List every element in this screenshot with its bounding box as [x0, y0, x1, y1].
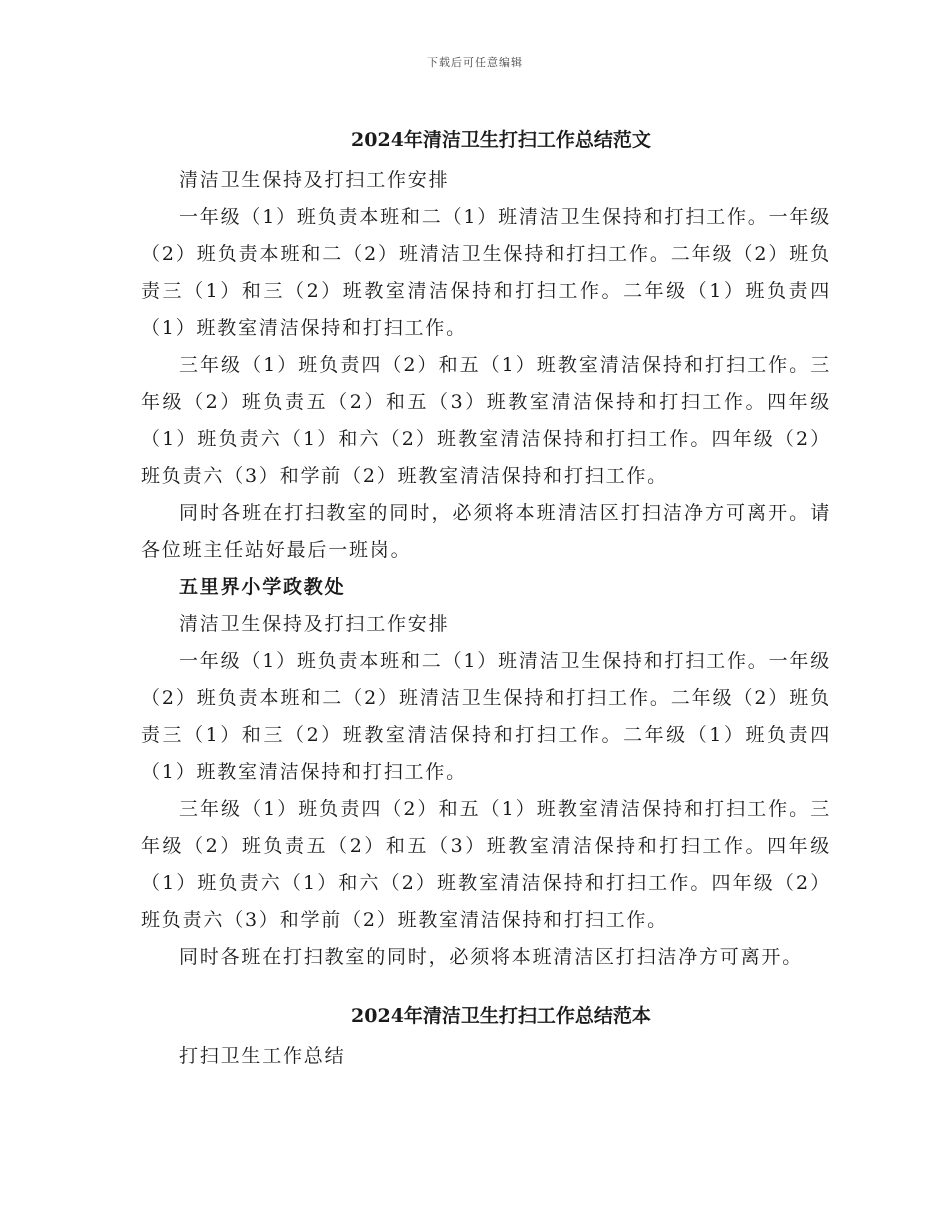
- section-heading: 打扫卫生工作总结: [179, 1045, 346, 1067]
- body-paragraph: 一年级（1）班负责本班和二（1）班清洁卫生保持和打扫工作。一年级（2）班负责本班和二（2）班清洁卫生保持和打扫工作。二年级（2）班负责三（1）和三（2）班教室清洁保持和打扫工作。二年级（1）班负责四（1）班教室清洁保持和打扫工作。: [141, 650, 831, 783]
- body-paragraph: 同时各班在打扫教室的同时，必须将本班清洁区打扫洁净方可离开。请各位班主任站好最后一班岗。: [141, 502, 831, 561]
- body-paragraph: 三年级（1）班负责四（2）和五（1）班教室清洁保持和打扫工作。三年级（2）班负责五（2）和五（3）班教室清洁保持和打扫工作。四年级（1）班负责六（1）和六（2）班教室清洁保持和打扫工作。四年级（2）班负责六（3）和学前（2）班教室清洁保持和打扫工作。: [141, 798, 831, 931]
- signature-line: 五里界小学政教处: [179, 576, 346, 598]
- document-title: 2024年清洁卫生打扫工作总结范文: [351, 129, 651, 151]
- body-paragraph: 同时各班在打扫教室的同时，必须将本班清洁区打扫洁净方可离开。: [179, 946, 804, 968]
- section-heading: 清洁卫生保持及打扫工作安排: [179, 169, 450, 191]
- second-document-title: 2024年清洁卫生打扫工作总结范本: [351, 1005, 651, 1027]
- body-paragraph: 一年级（1）班负责本班和二（1）班清洁卫生保持和打扫工作。一年级（2）班负责本班和二（2）班清洁卫生保持和打扫工作。二年级（2）班负责三（1）和三（2）班教室清洁保持和打扫工作。二年级（1）班负责四（1）班教室清洁保持和打扫工作。: [141, 206, 831, 339]
- page-header-note: 下载后可任意编辑: [427, 56, 523, 69]
- document-body: [141, 118, 831, 1075]
- body-paragraph: 三年级（1）班负责四（2）和五（1）班教室清洁保持和打扫工作。三年级（2）班负责五（2）和五（3）班教室清洁保持和打扫工作。四年级（1）班负责六（1）和六（2）班教室清洁保持和打扫工作。四年级（2）班负责六（3）和学前（2）班教室清洁保持和打扫工作。: [141, 354, 831, 487]
- section-heading: 清洁卫生保持及打扫工作安排: [179, 613, 450, 635]
